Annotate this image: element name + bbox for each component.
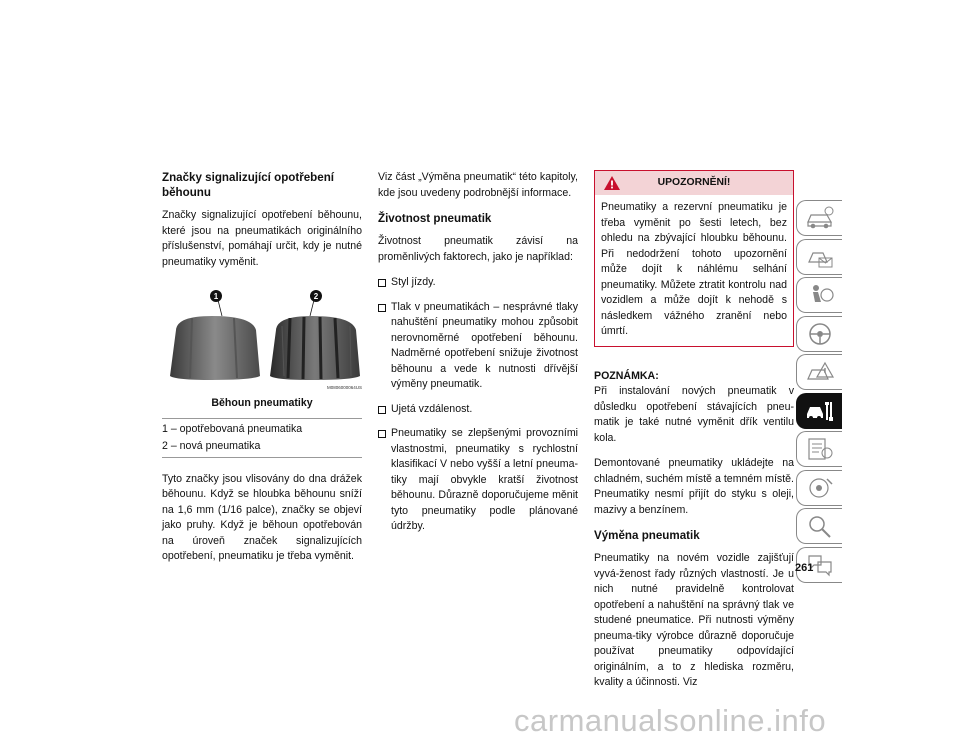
figure-title: Běhoun pneumatiky: [211, 397, 313, 409]
warning-lights-icon: [805, 244, 835, 270]
tab-multimedia[interactable]: [796, 470, 842, 506]
tire-life-intro: Životnost pneumatik závisí na proměnlivých faktorech, jako je například:: [378, 235, 578, 263]
list-item: Ujetá vzdálenost.: [378, 402, 578, 418]
warning-title: UPOZORNĚNÍ!: [657, 177, 731, 188]
callout-2: 2: [313, 292, 319, 301]
tab-warning-lights[interactable]: [796, 239, 842, 275]
page-number: 261: [795, 562, 814, 574]
index-search-icon: [805, 513, 835, 539]
storage-paragraph: Demontované pneumatiky ukládejte na chladném, suchém místě a temném místě. Pneumatiky nesmí přijít do styku s oleji, mazivy a benzínem.: [594, 457, 794, 516]
checkbox-bullet-icon: [378, 279, 386, 287]
airbag-safety-icon: [805, 282, 835, 308]
car-info-icon: [805, 205, 835, 231]
section-heading-tire-life: Životnost pneumatik: [378, 212, 492, 225]
car-service-icon: [805, 398, 835, 424]
tread-figure: [162, 286, 362, 394]
tab-specifications[interactable]: [796, 431, 842, 467]
tab-emergency[interactable]: [796, 354, 842, 390]
emergency-icon: [805, 359, 835, 385]
warning-triangle-icon: [603, 175, 621, 191]
list-item: Styl jízdy.: [378, 275, 578, 291]
steering-wheel-icon: [805, 321, 835, 347]
tab-car-info[interactable]: [796, 200, 842, 236]
specifications-icon: [805, 436, 835, 462]
column-1: [162, 170, 362, 575]
worn-tire-shape: [170, 316, 260, 380]
figure-legend: [162, 418, 362, 458]
legend-item-1: 1 – opotřebovaná pneumatika: [162, 422, 303, 435]
see-tire-replacement-paragraph: Viz část „Výměna pneumatik“ této kapitoly, kde jsou uvedeny podrobnější informace.: [378, 171, 578, 199]
checkbox-bullet-icon: [378, 430, 386, 438]
tab-servicing[interactable]: [796, 393, 842, 429]
section-heading-tire-replacement: Výměna pneumatik: [594, 529, 700, 542]
checkbox-bullet-icon: [378, 406, 386, 414]
column-3: [594, 170, 794, 701]
legend-item-2: 2 – nová pneumatika: [162, 439, 261, 452]
list-item: Pneumatiky se zlepšenými provozními vlastnostmi, pneumatiky s rychlostní klasifikací V nebo vyšší a letní pneuma-tiky mají obvykle kratší životnost běhounu. Důrazně doporučujeme měnit tyto pneumatiky podle plánované údržby.: [378, 426, 578, 535]
checkbox-bullet-icon: [378, 304, 386, 312]
tab-driving[interactable]: [796, 316, 842, 352]
tab-index[interactable]: [796, 508, 842, 544]
tire-replacement-paragraph: Pneumatiky na novém vozidle zajišťují vyvá-ženost řady různých vlastností. Je u nich nutné pravidelně kontrolovat opotřebení a nahuštění na správný tlak ve studené pneumatice. Při nutnosti výměny pneuma-tiky výrobce důrazně doporučuje používat pneumatiky odpovídající originálním, a to z hlediska rozměru, kvality a účinnosti. Viz: [594, 552, 794, 688]
tire-tread-illustration: [162, 286, 362, 386]
note-title: POZNÁMKA:: [594, 369, 659, 382]
wear-indicators-paragraph: Značky signalizující opotřebení běhounu, které jsou na pneumatikách originálního příslušenství, pomáhají určit, kdy je nutné pneumatiky vyměnit.: [162, 209, 362, 268]
column-2: [378, 170, 578, 544]
tab-safety[interactable]: [796, 277, 842, 313]
warning-body: Pneumatiky a rezervní pneumatiku je třeba vyměnit po šesti letech, bez ohledu na zbývající hloubku běhounu. Při nedodržení tohoto upozornění může dojít k náhlému selhání pneumatiky. Můžete ztratit kontrolu nad vozidlem a může dojít k nehodě s následkem vážného zranění nebo úmrtí.: [601, 201, 787, 337]
warning-box: [594, 170, 794, 347]
watermark: carmanualsonline.info: [514, 703, 827, 738]
figure-code: M0806000064US: [326, 385, 362, 390]
section-heading-wear-indicators: Značky signalizující opotřebení běhounu: [162, 171, 335, 199]
note-body: Při instalování nových pneumatik v důsledku opotřebení stávajících pneu-matik je také nutné vyměnit dřík ventilu kola.: [594, 385, 794, 444]
tire-life-factors-list: [378, 275, 578, 535]
list-item: Tlak v pneumatikách – nesprávné tlaky nahuštění pneumatiky mohou způsobit nerovnoměrné opotřebení běhounu. Nadměrné opotřebení snižuje životnost běhounu a vede k nutnosti dřívější výměny pneumatik.: [378, 300, 578, 393]
callout-1: 1: [213, 292, 219, 301]
wear-marks-paragraph: Tyto značky jsou vlisovány do dna drážek běhounu. Když se hloubka běhounu sníží na 1,6 mm (1/16 palce), značky se objeví jako pruhy. Když je běhoun opotřebován na úroveň značek signalizujících opotřebení, pneumatiku je třeba vyměnit.: [162, 472, 362, 562]
chapter-tabs: [796, 200, 842, 585]
multimedia-icon: [805, 475, 835, 501]
warning-header: [595, 171, 793, 195]
